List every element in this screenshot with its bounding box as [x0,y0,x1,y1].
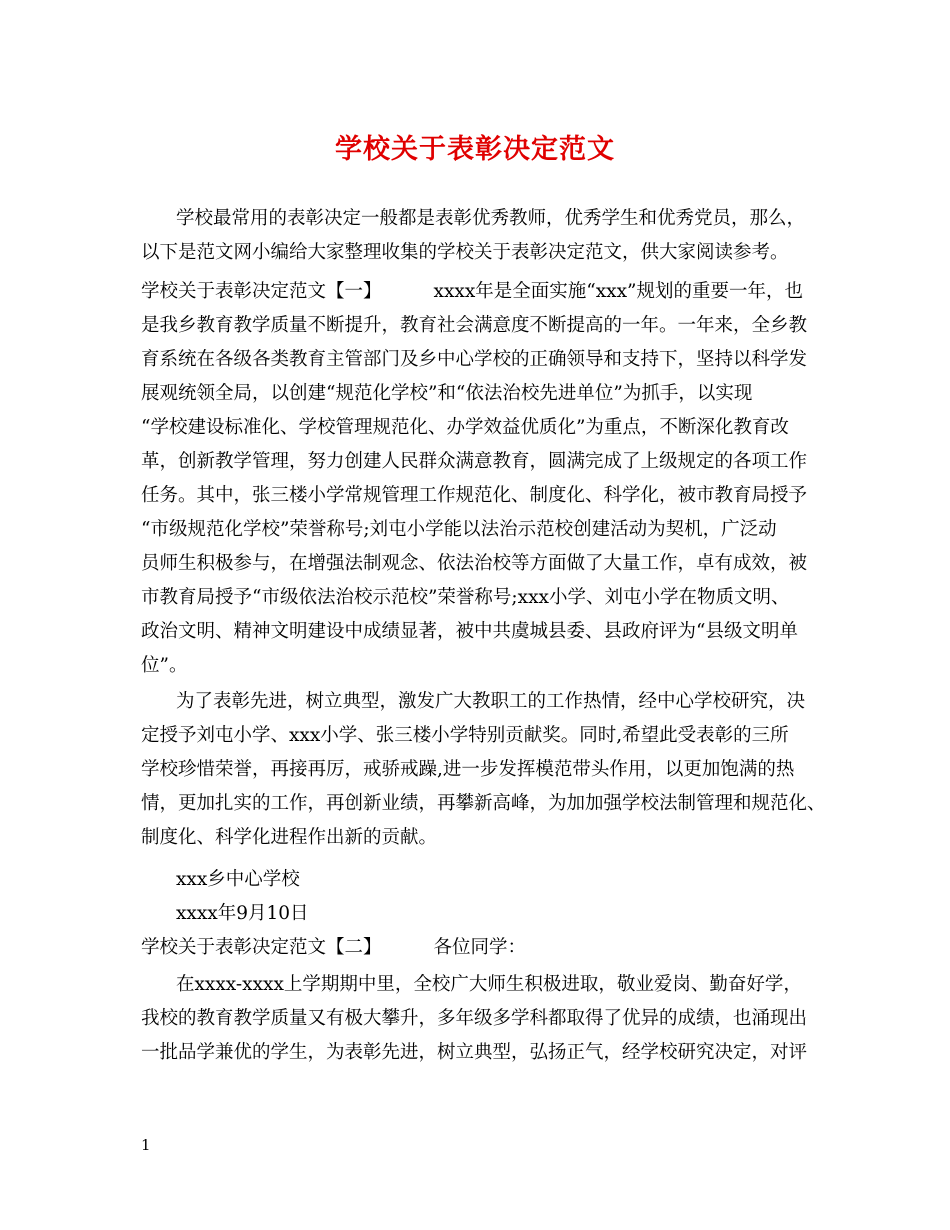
paragraph-line: 一批品学兼优的学生，为表彰先进，树立典型，弘扬正气，经学校研究决定，对评 [141,1042,808,1063]
paragraph-line: 为了表彰先进，树立典型，激发广大教职工的工作热情，经中心学校研究，决 [176,691,806,712]
paragraph-line: 是我乡教育教学质量不断提升，教育社会满意度不断提高的一年。一年来，全乡教 [141,315,808,336]
paragraph-line: 员师生积极参与，在增强法制观念、依法治校等方面做了大量工作，卓有成效，被 [141,553,808,574]
section-heading-2: 学校关于表彰决定范文【二】 [141,937,382,958]
paragraph-line: 位”。 [141,655,188,676]
signature-organization: xxx乡中心学校 [176,869,300,890]
section-heading-line-2 [141,936,526,960]
paragraph-line: 革，创新教学管理，努力创建人民群众满意教育，圆满完成了上级规定的各项工作 [141,451,808,472]
section-heading-1: 学校关于表彰决定范文【一】 [141,281,382,302]
paragraph-line: 政治文明、精神文明建设中成绩显著，被中共虞城县委、县政府评为“县级文明单 [141,621,798,642]
paragraph-line: 学校珍惜荣誉，再接再厉，戒骄戒躁,进一步发挥模范带头作用，以更加饱满的热 [141,759,795,780]
paragraph-line: “学校建设标准化、学校管理规范化、办学效益优质化”为重点，不断深化教育改 [141,417,789,438]
paragraph-line: 制度化、科学化进程作出新的贡献。 [141,827,438,848]
paragraph-line: 育系统在各级各类教育主管部门及乡中心学校的正确领导和支持下，坚持以科学发 [141,349,808,370]
document-title: 学校关于表彰决定范文 [335,134,615,165]
paragraph-line: 情，更加扎实的工作，再创新业绩，再攀新高峰，为加加强学校法制管理和规范化、 [141,793,826,814]
paragraph-line: 市教育局授予“市级依法治校示范校”荣誉称号;xxx小学、刘屯小学在物质文明、 [141,587,790,608]
signature-date: xxxx年9月10日 [176,903,309,924]
section-1-opening: xxxx年是全面实施“xxx”规划的重要一年，也 [433,281,803,302]
section-2-opening: 各位同学： [433,937,527,958]
paragraph-line: 任务。其中，张三楼小学常规管理工作规范化、制度化、科学化，被市教育局授予 [141,485,808,506]
paragraph-line: 定授予刘屯小学、xxx小学、张三楼小学特别贡献奖。同时,希望此受表彰的三所 [141,725,789,746]
page-number: 1 [141,1136,151,1154]
section-heading-line-1 [141,280,803,304]
paragraph-line: 我校的教育教学质量又有极大攀升，多年级多学科都取得了优异的成绩，也涌现出 [141,1008,808,1029]
paragraph-line: 展观统领全局，以创建“规范化学校”和“依法治校先进单位”为抓手，以实现 [141,383,753,404]
paragraph-line: 学校最常用的表彰决定一般都是表彰优秀教师，优秀学生和优秀党员，那么， [176,208,806,229]
paragraph-line: 以下是范文网小编给大家整理收集的学校关于表彰决定范文，供大家阅读参考。 [141,242,789,263]
paragraph-line: 在xxxx-xxxx上学期期中里，全校广大师生积极进取，敬业爱岗、勤奋好学， [176,974,802,995]
paragraph-line: “市级规范化学校”荣誉称号;刘屯小学能以法治示范校创建活动为契机，广泛动 [141,519,777,540]
